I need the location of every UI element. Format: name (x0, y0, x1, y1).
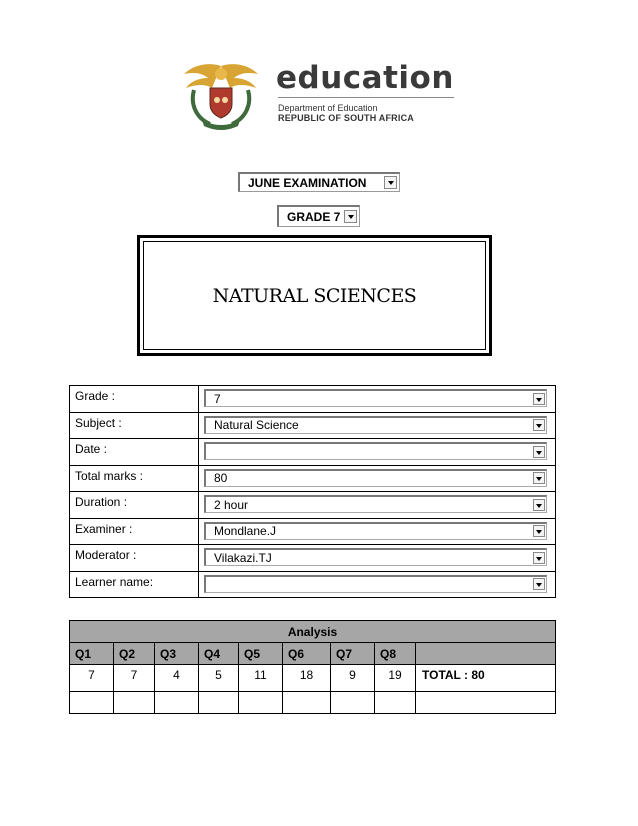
question-header: Q4 (199, 643, 239, 665)
subject-title-frame (143, 241, 486, 350)
chevron-down-icon[interactable] (533, 499, 545, 511)
question-header: Q2 (114, 643, 155, 665)
info-label: Examiner : (70, 518, 199, 545)
total-label: TOTAL : (422, 668, 472, 682)
question-mark: 11 (239, 665, 283, 692)
chevron-down-icon[interactable] (533, 578, 545, 590)
empty-cell[interactable] (375, 692, 416, 714)
duration-field[interactable] (204, 495, 547, 513)
exam-info-table (69, 385, 556, 598)
analysis-heading: Analysis (70, 621, 556, 643)
moderator-field[interactable] (204, 548, 547, 566)
logo-divider (278, 97, 454, 98)
info-row-learner-name (70, 571, 556, 598)
examiner-field[interactable] (204, 522, 547, 540)
grade-field[interactable] (204, 389, 547, 407)
empty-cell[interactable] (416, 692, 556, 714)
total-marks-field-value: 80 (214, 471, 228, 485)
question-mark: 7 (114, 665, 155, 692)
info-row-examiner (70, 518, 556, 545)
empty-cell[interactable] (283, 692, 331, 714)
empty-cell[interactable] (70, 692, 114, 714)
info-value-cell (199, 439, 556, 466)
logo-wordmark: education (276, 60, 454, 96)
info-row-total-marks (70, 465, 556, 492)
analysis-table (69, 620, 556, 714)
question-header: Q1 (70, 643, 114, 665)
info-row-subject (70, 412, 556, 439)
empty-cell[interactable] (114, 692, 155, 714)
empty-cell[interactable] (199, 692, 239, 714)
info-row-date (70, 439, 556, 466)
chevron-down-icon[interactable] (344, 210, 357, 223)
marks-row (70, 665, 556, 692)
exam-select[interactable] (238, 172, 400, 192)
empty-cell[interactable] (239, 692, 283, 714)
chevron-down-icon[interactable] (533, 393, 545, 405)
grade-field-value: 7 (214, 391, 221, 406)
info-row-grade (70, 386, 556, 413)
total-cell (416, 665, 556, 692)
info-label: Moderator : (70, 545, 199, 572)
question-header-blank (416, 643, 556, 665)
republic-name: REPUBLIC OF SOUTH AFRICA (278, 113, 414, 123)
question-header: Q5 (239, 643, 283, 665)
question-mark: 9 (331, 665, 375, 692)
department-logo (180, 58, 470, 133)
grade-select-value: GRADE 7 (287, 209, 341, 224)
chevron-down-icon[interactable] (533, 525, 545, 537)
info-value-cell (199, 412, 556, 439)
question-mark: 5 (199, 665, 239, 692)
info-value-cell (199, 545, 556, 572)
question-mark: 18 (283, 665, 331, 692)
chevron-down-icon[interactable] (384, 176, 397, 189)
date-field[interactable] (204, 442, 547, 460)
chevron-down-icon[interactable] (533, 472, 545, 484)
empty-row (70, 692, 556, 714)
info-value-cell (199, 518, 556, 545)
subject-field-value: Natural Science (214, 418, 299, 432)
duration-field-value: 2 hour (214, 497, 249, 512)
total-marks-field[interactable] (204, 469, 547, 487)
question-header-row (70, 643, 556, 665)
empty-cell[interactable] (155, 692, 199, 714)
info-value-cell (199, 465, 556, 492)
chevron-down-icon[interactable] (533, 419, 545, 431)
info-row-duration (70, 492, 556, 519)
info-label: Learner name: (70, 571, 199, 598)
empty-cell[interactable] (331, 692, 375, 714)
chevron-down-icon[interactable] (533, 446, 545, 458)
info-value-cell (199, 386, 556, 413)
subject-field[interactable] (204, 416, 547, 434)
info-value-cell (199, 492, 556, 519)
subject-title-box (137, 235, 492, 356)
learner-name-field[interactable] (204, 575, 547, 593)
analysis-heading-row (70, 621, 556, 643)
info-label: Subject : (70, 412, 199, 439)
question-header: Q7 (331, 643, 375, 665)
subject-title: NATURAL SCIENCES (212, 284, 417, 307)
question-header: Q6 (283, 643, 331, 665)
grade-select[interactable] (277, 205, 360, 227)
info-label: Grade : (70, 386, 199, 413)
chevron-down-icon[interactable] (533, 552, 545, 564)
coat-of-arms-icon (180, 60, 262, 130)
info-row-moderator (70, 545, 556, 572)
question-header: Q8 (375, 643, 416, 665)
examiner-field-value: Mondlane.J (214, 524, 277, 538)
question-mark: 7 (70, 665, 114, 692)
moderator-field-value: Vilakazi.TJ (214, 550, 272, 565)
question-mark: 19 (375, 665, 416, 692)
total-value: 80 (471, 668, 485, 682)
department-name: Department of Education (278, 103, 378, 113)
info-label: Duration : (70, 492, 199, 519)
info-value-cell (199, 571, 556, 598)
info-label: Date : (70, 439, 199, 466)
exam-select-value: JUNE EXAMINATION (248, 175, 367, 190)
question-header: Q3 (155, 643, 199, 665)
info-label: Total marks : (70, 465, 199, 492)
question-mark: 4 (155, 665, 199, 692)
